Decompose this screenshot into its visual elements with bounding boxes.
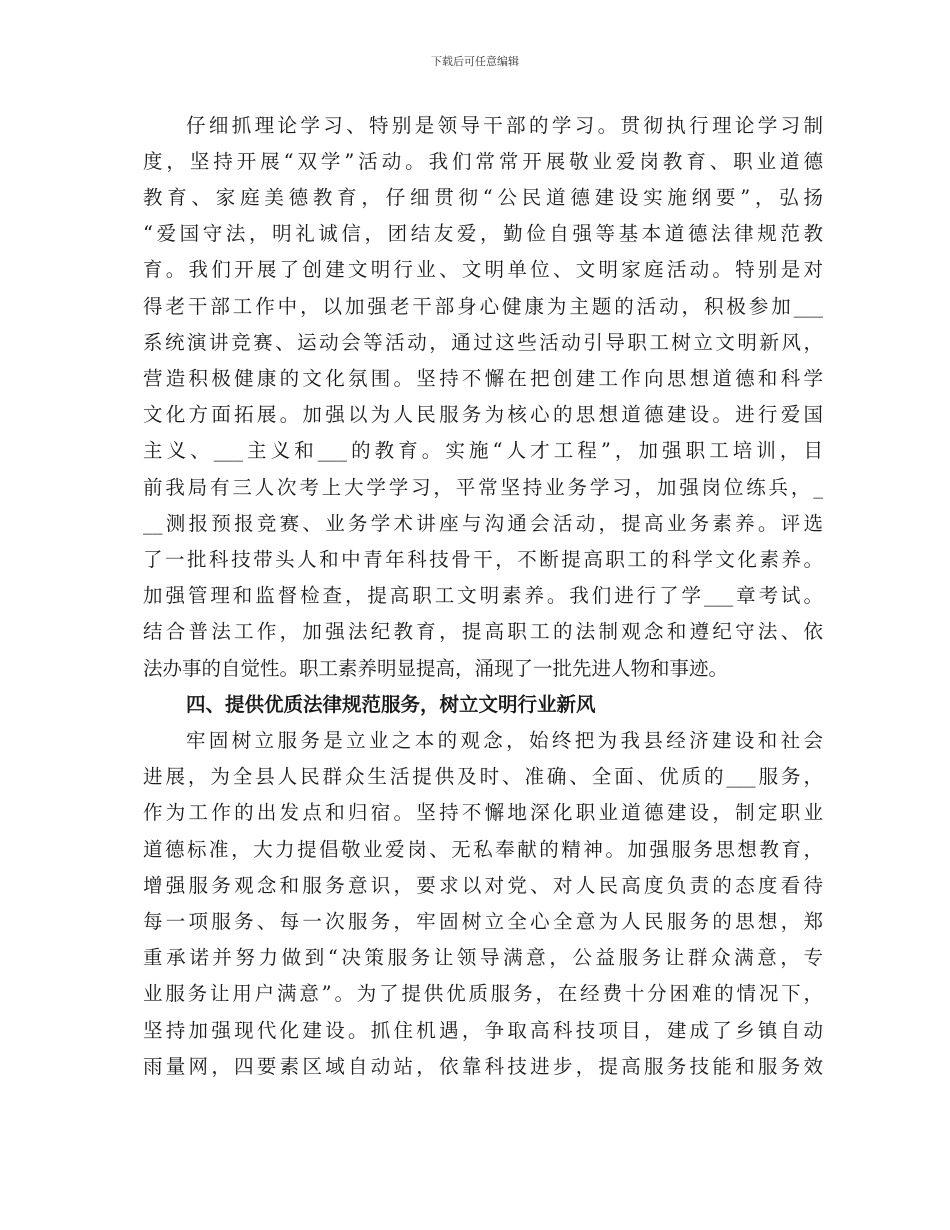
paragraph-line: “爱国守法，明礼诚信，团结友爱，勤俭自强等基本道德法律规范教 — [143, 222, 823, 245]
paragraph-line: 了一批科技带头人和中青年科技骨干，不断提高职工的科学文化素养。 — [143, 548, 823, 571]
paragraph-line: 文化方面拓展。加强以为人民服务为核心的思想道德建设。进行爱国 — [143, 403, 823, 426]
paragraph-line: 加强管理和监督检查，提高职工文明素养。我们进行了学___章考试。 — [143, 584, 823, 607]
paragraph-line: 道德标准，大力提倡敬业爱岗、无私奉献的精神。加强服务思想教育， — [143, 838, 823, 861]
paragraph-line: 主义、___主义和___的教育。实施“人才工程”，加强职工培训，目 — [143, 439, 823, 462]
paragraph-line: 业服务让用户满意”。为了提供优质服务，在经费十分困难的情况下， — [143, 982, 823, 1005]
paragraph-line: __测报预报竞赛、业务学术讲座与沟通会活动，提高业务素养。评选 — [143, 512, 823, 535]
paragraph-line: 重承诺并努力做到“决策服务让领导满意，公益服务让群众满意，专 — [143, 946, 823, 969]
paragraph-line: 前我局有三人次考上大学学习，平常坚持业务学习，加强岗位练兵，_ — [143, 476, 823, 499]
page-header: 下载后可任意编辑 — [431, 55, 519, 68]
paragraph-line: 进展，为全县人民群众生活提供及时、准确、全面、优质的___服务， — [143, 765, 823, 788]
paragraph-line: 雨量网，四要素区域自动站，依靠科技进步，提高服务技能和服务效 — [143, 1055, 823, 1078]
paragraph-line: 仔细抓理论学习、特别是领导干部的学习。贯彻执行理论学习制 — [186, 114, 823, 137]
paragraph-line: 营造积极健康的文化氛围。坚持不懈在把创建工作向思想道德和科学 — [143, 367, 823, 390]
paragraph-line: 法办事的自觉性。职工素养明显提高，涌现了一批先进人物和事迹。 — [143, 657, 729, 680]
paragraph-line: 每一项服务、每一次服务，牢固树立全心全意为人民服务的思想，郑 — [143, 910, 823, 933]
paragraph-line: 牢固树立服务是立业之本的观念，始终把为我县经济建设和社会 — [186, 729, 823, 752]
paragraph-line: 作为工作的出发点和归宿。坚持不懈地深化职业道德建设，制定职业 — [143, 801, 823, 824]
paragraph-line: 增强服务观念和服务意识，要求以对党、对人民高度负责的态度看待 — [143, 874, 823, 897]
paragraph-line: 度，坚持开展“双学”活动。我们常常开展敬业爱岗教育、职业道德 — [143, 150, 823, 173]
paragraph-line: 育。我们开展了创建文明行业、文明单位、文明家庭活动。特别是对 — [143, 258, 823, 281]
paragraph-line: 得老干部工作中，以加强老干部身心健康为主题的活动，积极参加___ — [143, 295, 823, 318]
paragraph-line: 系统演讲竞赛、运动会等活动，通过这些活动引导职工树立文明新风， — [143, 331, 823, 354]
paragraph-line: 教育、家庭美德教育，仔细贯彻“公民道德建设实施纲要”，弘扬 — [143, 186, 823, 209]
paragraph-line: 坚持加强现代化建设。抓住机遇，争取高科技项目，建成了乡镇自动 — [143, 1019, 823, 1042]
section-heading: 四、提供优质法律规范服务，树立文明行业新风 — [186, 693, 596, 716]
paragraph-line: 结合普法工作，加强法纪教育，提高职工的法制观念和遵纪守法、依 — [143, 620, 823, 643]
